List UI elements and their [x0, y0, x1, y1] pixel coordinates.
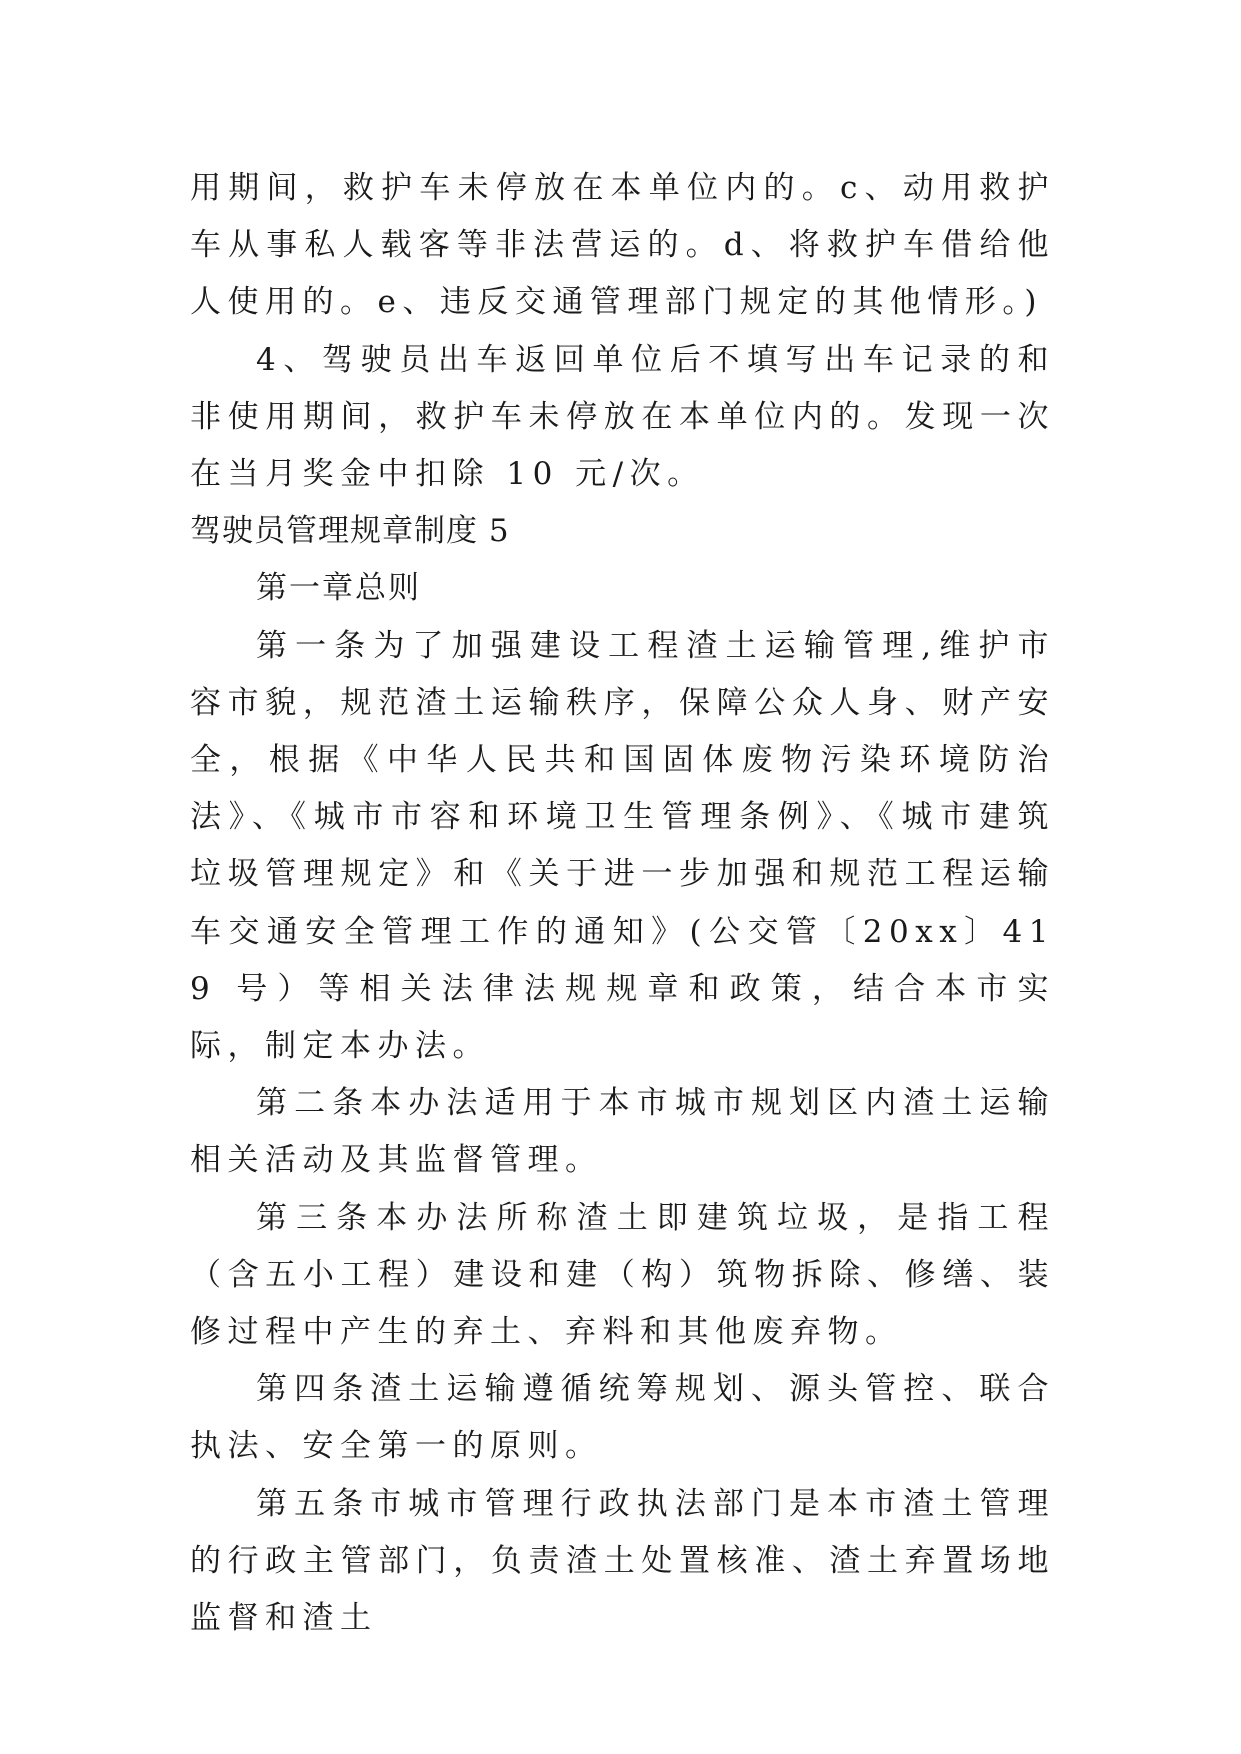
article-4: 第四条渣土运输遵循统筹规划、源头管控、联合执法、安全第一的原则。 [190, 1371, 1055, 1465]
section-title: 驾驶员管理规章制度 5 [190, 513, 510, 550]
paragraph-continuation: 用期间，救护车未停放在本单位内的。c、动用救护车从事私人载客等非法营运的。d、将救护车借给他人使用的。e、违反交通管理部门规定的其他情形。) [190, 170, 1055, 321]
paragraph-item-4: 4、驾驶员出车返回单位后不填写出车记录的和非使用期间，救护车未停放在本单位内的。发现一次在当月奖金中扣除 10 元/次。 [190, 341, 1055, 493]
article-3: 第三条本办法所称渣土即建筑垃圾，是指工程（含五小工程）建设和建（构）筑物拆除、修缮、装修过程中产生的弃土、弃料和其他废弃物。 [190, 1199, 1055, 1351]
document-body [190, 160, 1055, 1647]
chapter-heading: 第一章总则 [256, 570, 421, 607]
article-5: 第五条市城市管理行政执法部门是本市渣土管理的行政主管部门，负责渣土处置核准、渣土弃置场地监督和渣土 [190, 1485, 1055, 1637]
article-2: 第二条本办法适用于本市城市规划区内渣土运输相关活动及其监督管理。 [190, 1085, 1055, 1179]
article-1: 第一条为了加强建设工程渣土运输管理,维护市容市貌，规范渣土运输秩序，保障公众人身、财产安全，根据《中华人民共和国固体废物污染环境防治法》、《城市市容和环境卫生管理条例》、《城市建筑垃圾管理规定》和《关于进一步加强和规范工程运输车交通安全管理工作的通知》(公交管〔20xx〕419 号）等相关法律法规规章和政策，结合本市实际，制定本办法。 [190, 627, 1055, 1065]
